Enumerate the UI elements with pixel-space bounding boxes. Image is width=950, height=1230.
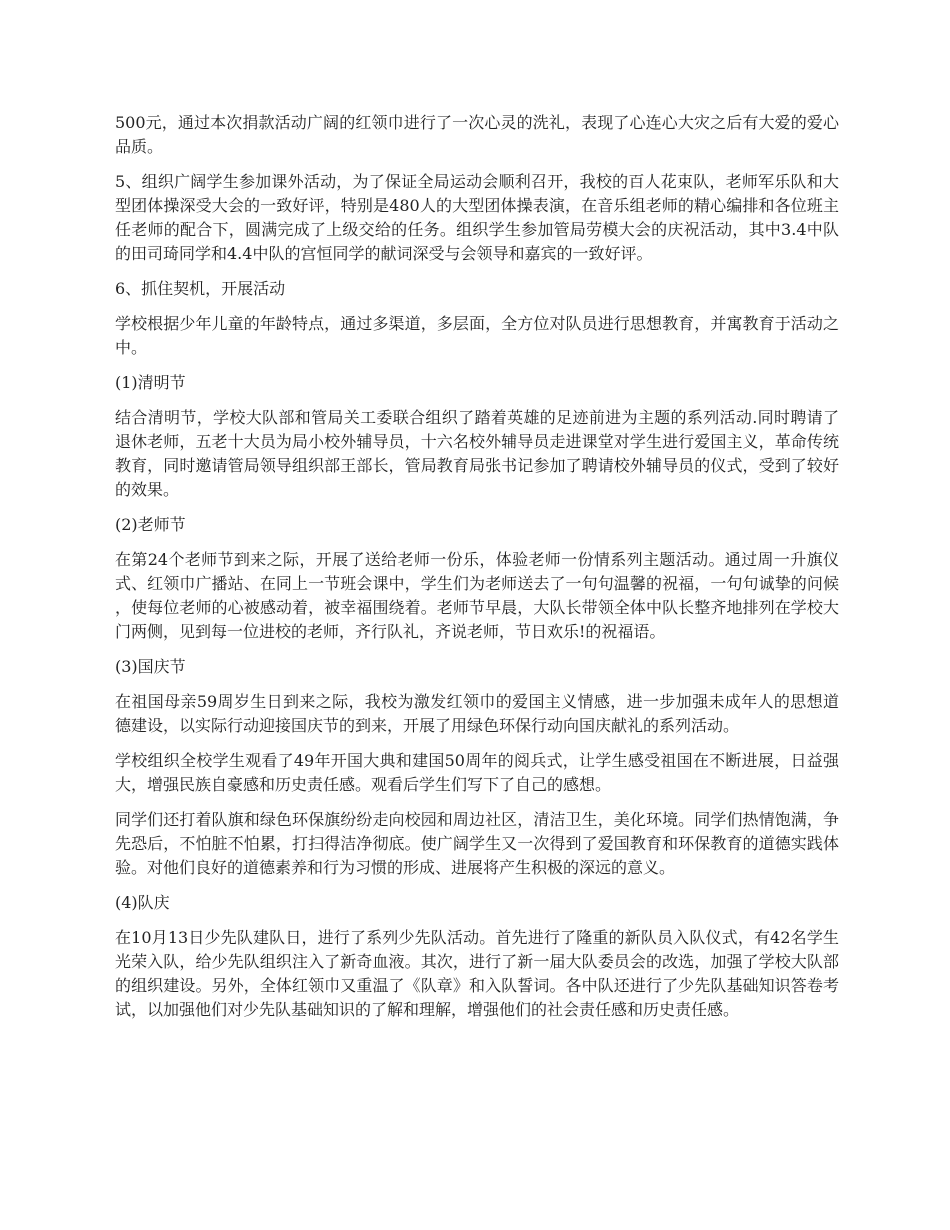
paragraph-donation-summary: 500元，通过本次捐款活动广阔的红领巾进行了一次心灵的洗礼，表现了心连心大灾之后有大爱的爱心品质。 [115, 113, 839, 156]
paragraph-teachers-day: 在第24个老师节到来之际，开展了送给老师一份乐，体验老师一份情系列主题活动。通过周一升旗仪式、红领巾广播站、在同上一节班会课中，学生们为老师送去了一句句温馨的祝福，一句句诚挚的问候，使每位老师的心被感动着，被幸福围绕着。老师节早晨，大队长带领全体中队长整齐地排列在学校大门两侧，见到每一位进校的老师，齐行队礼，齐说老师，节日欢乐!的祝福语。 [115, 550, 839, 641]
paragraph-national-day-environment: 同学们还打着队旗和绿色环保旗纷纷走向校园和周边社区，清洁卫生，美化环境。同学们热情饱满，争先恐后，不怕脏不怕累，打扫得洁净彻底。使广阔学生又一次得到了爱国教育和环保教育的道德实践体验。对他们良好的道德素养和行为习惯的形成、进展将产生积极的深远的意义。 [115, 810, 839, 877]
subheading-national-day: (3)国庆节 [115, 657, 186, 676]
paragraph-extracurricular-activities: 5、组织广阔学生参加课外活动，为了保证全局运动会顺利召开，我校的百人花束队，老师军乐队和大型团体操深受大会的一致好评，特别是480人的大型团体操表演，在音乐组老师的精心编排和各位班主任老师的配合下，圆满完成了上级交给的任务。组织学生参加管局劳模大会的庆祝活动，其中3.4中队的田司琦同学和4.4中队的宫恒同学的献词深受与会领导和嘉宾的一致好评。 [115, 172, 839, 263]
paragraph-national-day-parade: 学校组织全校学生观看了49年开国大典和建国50周年的阅兵式，让学生感受祖国在不断进展，日益强大，增强民族自豪感和历史责任感。观看后学生们写下了自己的感想。 [115, 751, 839, 794]
paragraph-education-approach: 学校根据少年儿童的年龄特点，通过多渠道，多层面，全方位对队员进行思想教育，并寓教育于活动之中。 [115, 314, 839, 357]
subheading-qingming: (1)清明节 [115, 373, 186, 392]
paragraph-national-day-intro: 在祖国母亲59周岁生日到来之际，我校为激发红领巾的爱国主义情感，进一步加强未成年人的思想道德建设，以实际行动迎接国庆节的到来，开展了用绿色环保行动向国庆献礼的系列活动。 [115, 692, 839, 735]
section-heading-activities: 6、抓住契机，开展活动 [115, 279, 286, 298]
paragraph-team-day: 在10月13日少先队建队日，进行了系列少先队活动。首先进行了隆重的新队员入队仪式，有42名学生光荣入队，给少先队组织注入了新奇血液。其次，进行了新一届大队委员会的改选，加强了学校大队部的组织建设。另外，全体红领巾又重温了《队章》和入队誓词。各中队还进行了少先队基础知识答卷考试，以加强他们对少先队基础知识的了解和理解，增强他们的社会责任感和历史责任感。 [115, 928, 839, 1019]
subheading-team-day: (4)队庆 [115, 893, 170, 912]
paragraph-qingming: 结合清明节，学校大队部和管局关工委联合组织了踏着英雄的足迹前进为主题的系列活动.同时聘请了退休老师，五老十大员为局小校外辅导员，十六名校外辅导员走进课堂对学生进行爱国主义，革命传统教育，同时邀请管局领导组织部王部长，管局教育局张书记参加了聘请校外辅导员的仪式，受到了较好的效果。 [115, 408, 839, 499]
subheading-teachers-day: (2)老师节 [115, 515, 186, 534]
document-body [115, 111, 839, 1033]
